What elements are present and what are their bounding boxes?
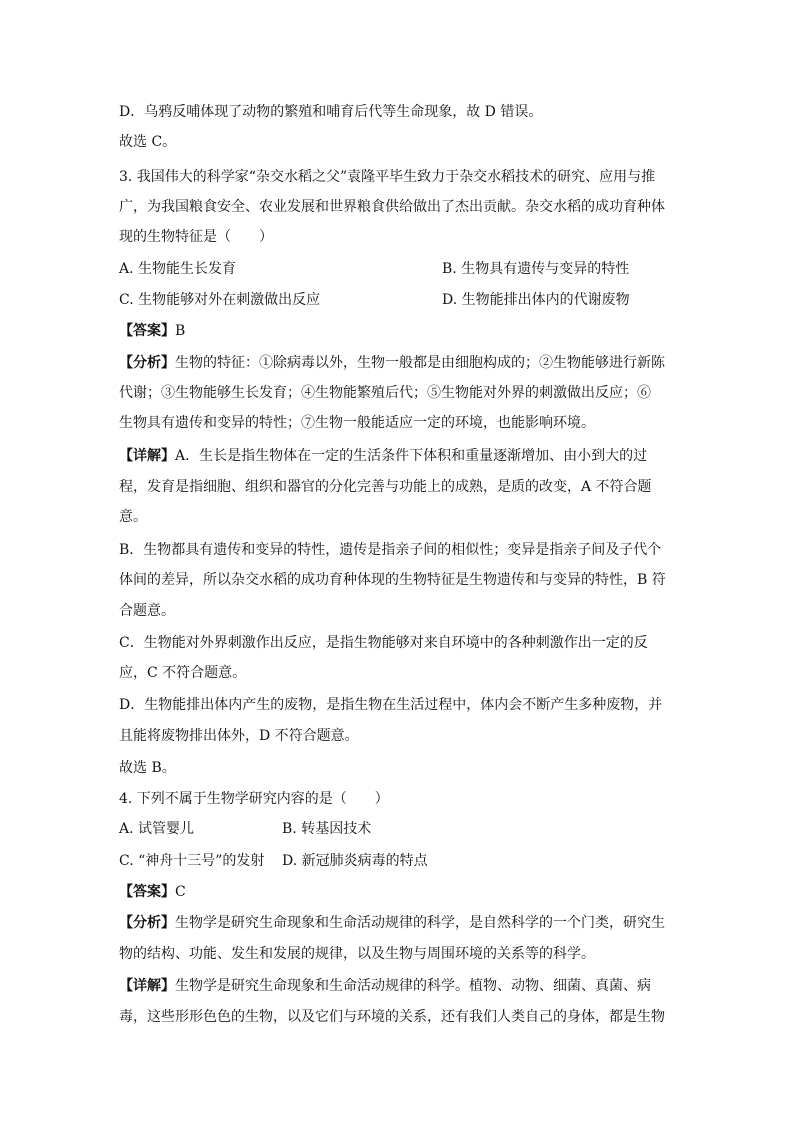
answer-value: C (175, 884, 186, 900)
detail-text: 生物学是研究生命现象和生命活动规律的科学。植物、动物、细菌、真菌、病 (175, 978, 651, 994)
text-line: 体间的差异，所以杂交水稻的成功育种体现的生物特征是生物遗传和与变异的特性，B 符 (119, 572, 666, 588)
q4-option-b: B. 转基因技术 (282, 821, 372, 837)
q3-option-c: C. 生物能够对外在刺激做出反应 (119, 292, 321, 308)
analysis-tag: 【分析】 (119, 355, 175, 371)
detail-text: A．生长是指生物体在一定的生活条件下体积和重量逐渐增加、由小到大的过 (175, 448, 648, 464)
text-line: 应，C 不符合题意。 (119, 665, 247, 681)
answer-value: B (175, 323, 186, 339)
q3-option-d: D. 生物能排出体内的代谢废物 (442, 292, 630, 308)
q4-option-c: C. “神舟十三号”的发射 (119, 853, 265, 869)
question-3-stem: 3. 我国伟大的科学家“杂交水稻之父”袁隆平毕生致力于杂交水稻技术的研究、应用与推 (119, 169, 656, 185)
analysis-tag: 【分析】 (119, 915, 175, 931)
q4-analysis (119, 913, 665, 933)
q3-answer (119, 321, 185, 341)
detail-tag: 【详解】 (119, 448, 175, 464)
answer-tag: 【答案】 (119, 323, 175, 339)
q4-detail (119, 976, 651, 996)
answer-tag: 【答案】 (119, 884, 175, 900)
q3-analysis (119, 353, 665, 373)
text-line: 代谢；③生物能够生长发育；④生物能繁殖后代；⑤生物能对外界的刺激做出反应；⑥ (119, 385, 651, 401)
q3-option-b: B. 生物具有遗传与变异的特性 (442, 261, 630, 277)
text-line: C．生物能对外界刺激作出反应，是指生物能够对来自环境中的各种刺激作出一定的反 (119, 635, 648, 651)
text-line: B．生物都具有遗传和变异的特性，遗传是指亲子间的相似性；变异是指亲子间及子代个 (119, 542, 662, 558)
analysis-text: 生物学是研究生命现象和生命活动规律的科学，是自然科学的一个门类，研究生 (175, 915, 665, 931)
question-3-stem: 现的生物特征是（ ） (119, 229, 273, 245)
text-line: 生物具有遗传和变异的特性；⑦生物一般能适应一定的环境，也能影响环境。 (119, 415, 595, 431)
text-line: D．乌鸦反哺体现了动物的繁殖和哺育后代等生命现象，故 D 错误。 (119, 104, 543, 120)
text-line: 且能将废物排出体外，D 不符合题意。 (119, 728, 359, 744)
text-line: 合题意。 (119, 603, 175, 619)
q4-option-d: D. 新冠肺炎病毒的特点 (282, 853, 428, 869)
analysis-text: 生物的特征：①除病毒以外，生物一般都是由细胞构成的；②生物能够进行新陈 (175, 355, 665, 371)
q4-answer (119, 882, 186, 902)
q3-detail (119, 446, 647, 466)
text-line: D．生物能排出体内产生的废物，是指生物在生活过程中，体内会不断产生多种废物，并 (119, 697, 663, 713)
question-4-stem: 4. 下列不属于生物学研究内容的是（ ） (119, 791, 389, 807)
text-line: 物的结构、功能、发生和发展的规律，以及生物与周围环境的关系等的科学。 (119, 946, 595, 962)
q4-option-a: A. 试管婴儿 (119, 821, 195, 837)
text-line: 意。 (119, 509, 147, 525)
text-line: 程，发育是指细胞、组织和器官的分化完善与功能上的成熟，是质的改变，A 不符合题 (119, 479, 652, 495)
text-line: 故选 C。 (119, 134, 177, 150)
text-line: 故选 B。 (119, 760, 176, 776)
q3-option-a: A. 生物能生长发育 (119, 261, 237, 277)
text-line: 毒，这些形形色色的生物，以及它们与环境的关系，还有我们人类自己的身体，都是生物 (119, 1009, 665, 1025)
detail-tag: 【详解】 (119, 978, 175, 994)
question-3-stem: 广，为我国粮食安全、农业发展和世界粮食供给做出了杰出贡献。杂交水稻的成功育种体 (119, 199, 665, 215)
